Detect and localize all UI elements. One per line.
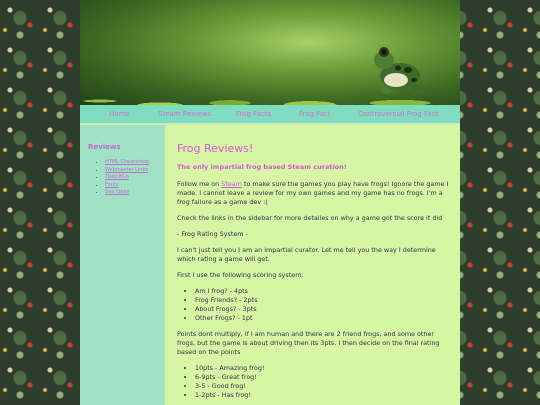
intro-after: to make sure the games you play have frogs! Ignore the game I made. I cannot leave a review for my own games and my game has no frogs. I'm a frog failure as a game dev :( bbox=[177, 180, 449, 206]
nav-frog-facts[interactable]: Frog Facts bbox=[236, 110, 272, 118]
list-item: • Frog Friends? - 2pts bbox=[195, 296, 452, 305]
rating-heading: - Frog Rating System - bbox=[177, 230, 248, 238]
nav-controversial-frog-fact[interactable]: Controversial Frog Fact bbox=[358, 110, 439, 118]
frog-image bbox=[368, 38, 428, 98]
nav-steam-reviews[interactable]: Steam Reviews bbox=[158, 110, 212, 118]
header-banner bbox=[80, 0, 460, 105]
ratings-list bbox=[177, 364, 452, 400]
sidebar-note: Check the links in the sidebar for more detailes on why a game got the score it did bbox=[177, 214, 443, 222]
list-item: • 6-9pts - Great frog! bbox=[195, 373, 452, 382]
sidebar-link-item bbox=[105, 167, 157, 175]
steam-link[interactable]: Steam bbox=[221, 180, 242, 188]
list-item: • Am I frog? - 4pts bbox=[195, 287, 452, 296]
sidebar-link-item bbox=[105, 159, 157, 167]
page-container bbox=[80, 0, 460, 405]
intro-before: Follow me on bbox=[177, 180, 222, 188]
sidebar-link-item bbox=[105, 174, 157, 182]
scoring-intro: First I use the following scoring system: bbox=[177, 271, 304, 279]
sidebar-title: Reviews bbox=[88, 143, 121, 151]
sidebar-link[interactable]: Fonts bbox=[105, 181, 119, 188]
sidebar bbox=[80, 125, 165, 405]
sidebar-link-item bbox=[105, 189, 157, 197]
sidebar-link[interactable]: HTML Cheatsheet bbox=[105, 159, 150, 165]
intro-paragraph bbox=[177, 180, 452, 207]
sidebar-link[interactable]: See Ideas bbox=[105, 189, 130, 195]
list-item: • 10pts - Amazing frog! bbox=[195, 364, 452, 373]
list-item: • 1-2pts - Has frog! bbox=[195, 391, 452, 400]
rating-intro: I can't just tell you I am an impartial curator. Let me tell you the way I determine which rating a game will get. bbox=[177, 246, 436, 263]
sidebar-link[interactable]: Tbell 8Go bbox=[105, 174, 129, 180]
sidebar-link[interactable]: Webmaster Links bbox=[105, 166, 148, 173]
top-nav bbox=[80, 105, 460, 123]
list-item: • About Frogs? - 3pts bbox=[195, 305, 452, 314]
scoring-list bbox=[177, 287, 452, 323]
nav-frog-fact[interactable]: Frog Fact bbox=[299, 110, 331, 118]
points-note: Points dont multiply, if I am human and there are 2 friend frogs, and some other frogs, but the game is about driving then its 3pts. I then decide on the final rating based on the points bbox=[177, 330, 440, 356]
nav-home[interactable]: Home bbox=[109, 110, 130, 118]
list-item: • 3-5 - Good frog! bbox=[195, 382, 452, 391]
main-content bbox=[168, 125, 460, 405]
tagline: The only impartial frog based Steam curation! bbox=[177, 163, 347, 171]
sidebar-links bbox=[88, 159, 157, 197]
list-item: • Other Frogs? - 1pt bbox=[195, 314, 452, 323]
sidebar-link-item bbox=[105, 182, 157, 190]
page-title: Frog Reviews! bbox=[177, 142, 254, 155]
